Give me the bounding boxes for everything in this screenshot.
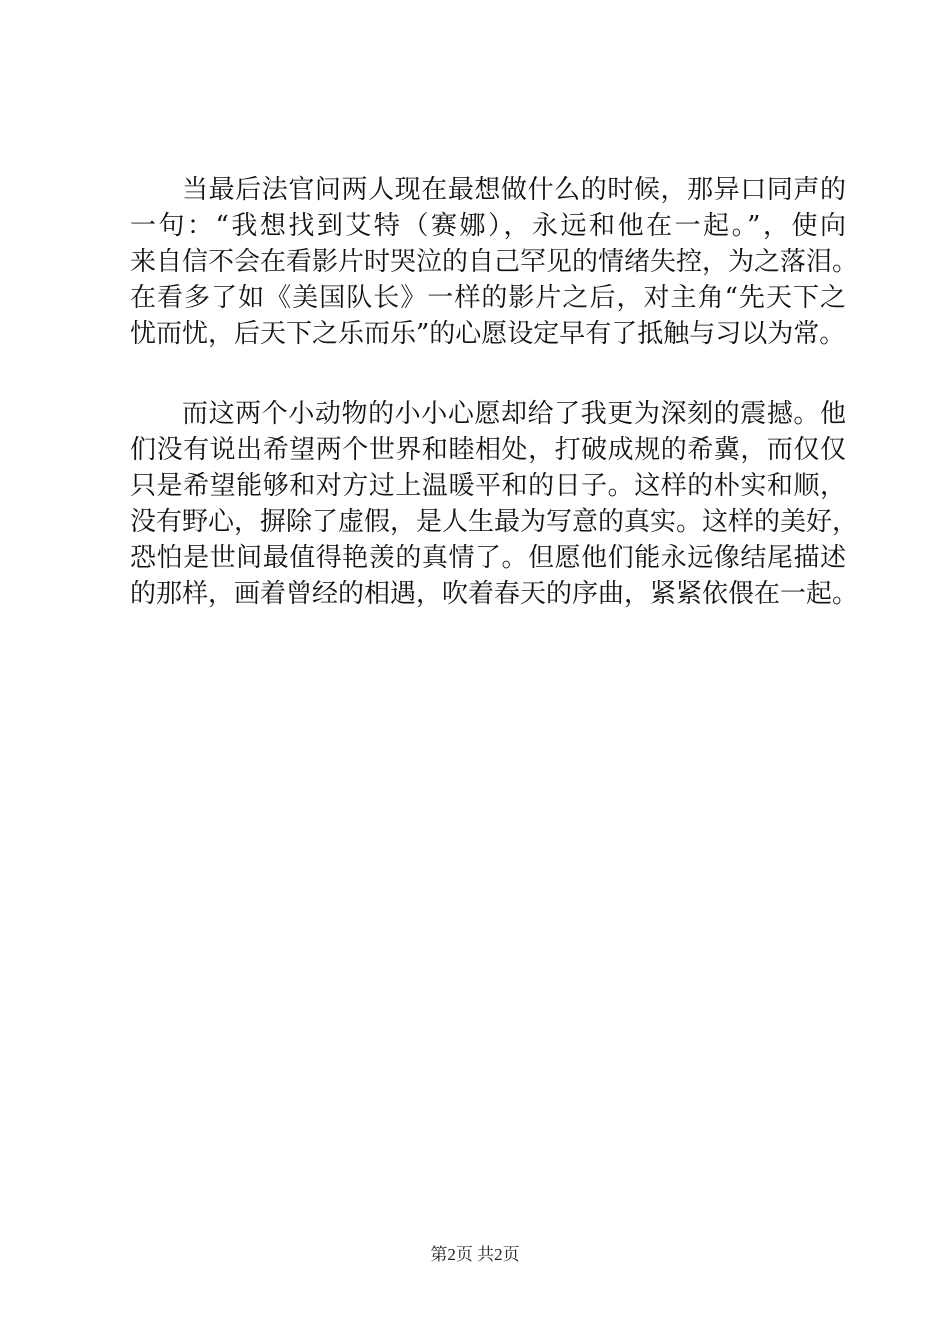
text-line: 忧而忧，后天下之乐而乐”的心愿设定早有了抵触与习以为常。 xyxy=(130,319,846,349)
text-line: 在看多了如《美国队长》一样的影片之后，对主角“先天下之 xyxy=(130,283,846,313)
text-line: 没有野心，摒除了虚假，是人生最为写意的真实。这样的美好， xyxy=(130,507,859,537)
text-line: 而这两个小动物的小小心愿却给了我更为深刻的震撼。他 xyxy=(182,399,846,429)
text-line: 来自信不会在看影片时哭泣的自己罕见的情绪失控，为之落泪。 xyxy=(130,247,859,277)
text-line: 一句：“我想找到艾特（赛娜），永远和他在一起。”，使向 xyxy=(130,211,846,241)
page-footer: 第2页 共2页 xyxy=(430,1245,520,1264)
text-line: 只是希望能够和对方过上温暖平和的日子。这样的朴实和顺， xyxy=(130,471,846,501)
paragraph-spacer xyxy=(130,352,850,396)
document-body xyxy=(130,172,859,612)
paragraph-2 xyxy=(130,396,859,612)
text-line: 当最后法官问两人现在最想做什么的时候，那异口同声的 xyxy=(182,175,846,205)
text-line: 们没有说出希望两个世界和睦相处，打破成规的希冀，而仅仅 xyxy=(130,435,846,465)
text-line: 的那样，画着曾经的相遇，吹着春天的序曲，紧紧依偎在一起。 xyxy=(130,579,859,609)
paragraph-1 xyxy=(130,172,859,352)
text-line: 恐怕是世间最值得艳羡的真情了。但愿他们能永远像结尾描述 xyxy=(130,543,846,573)
